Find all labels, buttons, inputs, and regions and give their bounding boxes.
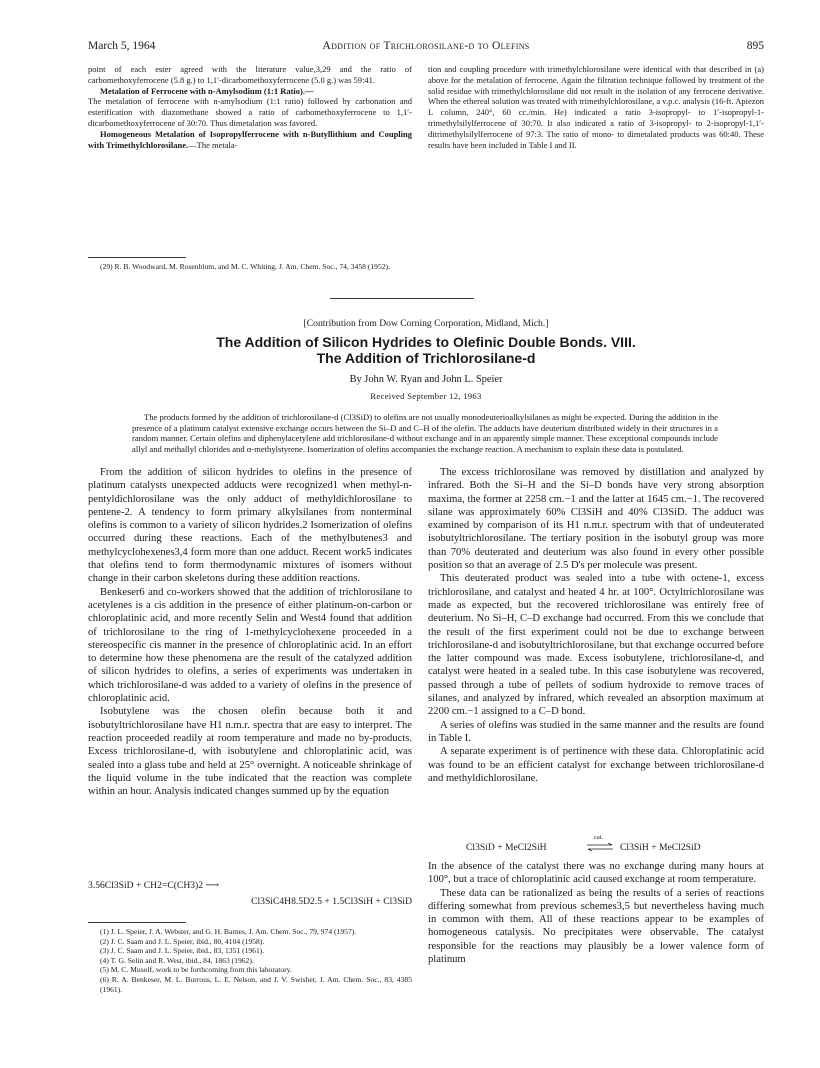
received-date: Received September 12, 1963 (370, 391, 482, 401)
footnote: (5) M. C. Musolf, work to be forthcoming from this laboratory. (100, 965, 292, 975)
body-paragraph: From the addition of silicon hydrides to olefins in the presence of platinum catalysts unexpected adducts were recognized1 when methyl-n-pentyldichlorosilane was the only adduct of methyldichlorosilane to pentene-2. A tendency to form primary alkylsilanes from nonterminal olefins is common to a variety of silicon hydrides.2 Isomerization of olefins occurred during these reactions. Each of the methylbutenes3 and methylcyclohexenes3,4 form more than one adduct. Recent work5 indicates that olefins tend to form thermodynamic mixtures of isomers without change in their carbon skeletons during these addition reactions. (88, 467, 412, 585)
equation-exchange (428, 836, 764, 858)
equation-line-2: Cl3SiC4H8.5D2.5 + 1.5Cl3SiH + Cl3SiD (251, 896, 412, 907)
prev-article-left-column (88, 64, 412, 150)
footnote-rule (88, 257, 186, 258)
equation-left-side: Cl3SiD + MeCl2SiH (466, 842, 547, 853)
body-paragraph: Isobutylene was the chosen olefin because both it and isobutyltrichlorosilane have H1 n.m.r. spectra that are easy to interpret. The reaction proceeded readily at room temperature and made no by-products. Excess trichlorosilane-d, with isobutylene and chloroplatinic acid, was sealed into a glass tube and held at 25° overnight. A noticeable shrinkage of the liquid volume in the tube indicated that the reaction was complete within an hour. Analysis indicated changes summed up by the equation (88, 706, 412, 798)
body-paragraph: Benkeser6 and co-workers showed that the addition of trichlorosilane to acetylenes is a cis addition in the presence of either platinum-on-carbon or chloroplatinic acid, and more recently Selin and West4 found that addition of trichlorosilane to the ring of 1-methylcyclohexene proceeded in a stereospecific cis manner in the presence of chloroplatinic acid. In an effort to determine how these phenomena are the result of the catalyzed addition of silicon hydrides to olefins, a series of experiments was undertaken in which trichlorosilane-d was added to a variety of olefins in the presence of chloroplatinic acid. (88, 586, 412, 705)
footnotes (88, 927, 412, 994)
abstract (132, 412, 718, 454)
equation-line-1: 3.56Cl3SiD + CH2=C(CH3)2 ⟶ (88, 880, 220, 891)
footnote-rule (88, 922, 186, 923)
prev-article-right-column (428, 64, 764, 150)
article-title-line-2: The Addition of Trichlorosilane-d (316, 350, 536, 366)
body-paragraph: A separate experiment is of pertinence with these data. Chloroplatinic acid was found to be an efficient catalyst for exchange between trichlorosilane-d and methyldichlorosilane. (428, 746, 764, 784)
catalyst-label: cat. (594, 834, 604, 841)
body-paragraph: A series of olefins was studied in the same manner and the results are found in Table I. (428, 719, 764, 744)
authors: By John W. Ryan and John L. Speier (349, 374, 503, 385)
article-title (88, 334, 764, 366)
prev-paragraph: point of each ester agreed with the literature value,3,29 and the ratio of carbomethoxyferrocene (5.8 g.) to 1,1′-dicarbomethoxyferrocene (5.0 g.) was 59:41. (88, 64, 412, 85)
journal-section-title: Addition of Trichlorosilane-d to Olefins (322, 40, 530, 52)
footnote: (3) J. C. Saam and J. L. Speier, ibid., 83, 1351 (1961). (100, 946, 265, 956)
page-number: 895 (746, 40, 764, 52)
footnote: (6) R. A. Benkeser, M. L. Burrous, L. E. Nelson, and J. V. Swisher, J. Am. Chem. Soc., 83, 4385 (1961). (100, 974, 412, 994)
issue-date: March 5, 1964 (88, 40, 156, 52)
body-right-column-continued (428, 860, 764, 966)
prev-section-heading: Metalation of Ferrocene with n-Amylsodium (1:1 Ratio).— (100, 85, 314, 96)
equation-right-side: Cl3SiH + MeCl2SiD (620, 842, 701, 853)
body-paragraph: The excess trichlorosilane was removed by distillation and analyzed by infrared. Both the Si–H and the Si–D bonds have very strong absorption maxima, the former at 2258 cm.−1 and the latter at 1645 cm.−1. The recovered silane was approximately 60% Cl3SiH and 40% Cl3SiD. The adduct was examined by comparison of its H1 n.m.r. spectrum with that of undeuterated isobutyltrichlorosilane. The tertiary position in the isobutyl group was more than 70% deuterated and deuterium was also found in every other possible position so that an average of 2.5 D's per molecule was present. (428, 467, 764, 572)
equilibrium-arrows-icon (586, 843, 614, 851)
body-right-column (428, 466, 764, 785)
article-title-line-1: The Addition of Silicon Hydrides to Olefinic Double Bonds. VIII. (216, 334, 636, 350)
footnote: (4) T. G. Selin and R. West, ibid., 84, 1863 (1962). (100, 955, 254, 965)
prev-section-heading: Homogeneous Metalation of Isopropylferrocene with n-Butyllithium and Coupling with Trimethylchlorosilane. (88, 128, 412, 150)
footnote-29: (29) R. B. Woodward, M. Rosenblum, and M. C. Whiting, J. Am. Chem. Soc., 74, 3458 (1952). (100, 262, 390, 271)
footnote: (1) J. L. Speier, J. A. Webster, and G. H. Barnes, J. Am. Chem. Soc., 79, 974 (1957). (100, 927, 357, 936)
prev-paragraph: tion and coupling procedure with trimethylchlorosilane were identical with that described in (a) above for the metalation of ferrocene. Again the filtration technique followed by treatment of the solid residue with trimethylchlorosilane did not result in the isolation of any ferrocene derivative. When the ethereal solution was treated with trimethylchlorosilane, a v.p.c. analysis (16-ft. Apiezon L column, 240°, 60 cc./min. He) indicated a ratio 3-isopropyl- to 1′-isopropyl-1-trimethylsilylferrocene of 30:70. It also indicated a ratio of 3-isopropyl- to 2-isopropyl-1,1′-ditrimethylsilylferrocene of 97:3. The ratio of mono- to dimetalated products was 60:40. These results have been included in Table I and II. (428, 64, 764, 150)
footnote: (2) J. C. Saam and J. L. Speier, ibid., 80, 4104 (1958). (100, 936, 265, 946)
body-paragraph: This deuterated product was sealed into a tube with octene-1, excess trichlorosilane, and catalyst and heated 4 hr. at 100°. Octyltrichlorosilane was made as expected, but the recovered trichlorosilane was entirely free of deuterium. No Si–H, C–D exchange had occurred. From this we conclude that the result of the first experiment could not be due to exchange between trichlorosilane-d and isobutyltrichlorosilane, but that exchange occurred before the latter compound was made. Excess isobutylene, trichlorosilane-d, and catalyst were heated in a sealed tube. In this case isobutylene was recovered, passed through a tube of pellets of sodium hydroxide to remove traces of silanes, and analyzed by infrared, which revealed an absorption maximum at 2200 cm.−1 assigned to a C–D bond. (428, 573, 764, 718)
running-head (88, 40, 764, 56)
body-paragraph: In the absence of the catalyst there was no exchange during many hours at 100°, but a trace of chloroplatinic acid caused exchange at room temperature. (428, 861, 764, 886)
equation-isobutylene (88, 880, 412, 912)
body-left-column (88, 466, 412, 798)
abstract-text: The products formed by the addition of trichlorosilane-d (Cl3SiD) to olefins are not usually monodeuterioalkylsilanes as might be expected. During the addition in the presence of a platinum catalyst extensive exchange occurs between the Si–D and C–H of the olefin. The adducts have deuterium distributed widely in their structures in a random manner. Certain olefins and diphenylacetylene add trichlorosilane-d without exchange and in an apparently simple manner. These exceptional compounds include allyl and methallyl chlorides and α-methylstyrene. Isomerization of olefins accompanies the exchange reaction. A mechanism to explain these data is postulated. (132, 412, 718, 454)
body-paragraph: These data can be rationalized as being the results of a series of reactions differing somewhat from previous schemes3,5 but nevertheless having much in common with them. All of these reactions appear to be examples of homogeneous catalysis. No precipitates were observable. The catalyst responsible for the reactions may plausibly be a lower valence form of platinum (428, 887, 764, 966)
section-separator (330, 298, 474, 299)
prev-footnote (88, 262, 412, 272)
prev-paragraph-fragment: —The metala- (188, 139, 238, 150)
prev-paragraph: The metalation of ferrocene with n-amylsodium (1:1 ratio) followed by carbonation and esterification with diazomethane showed a ratio of carbomethoxyferrocene to 1,1′-dicarbomethoxyferrocene of 30:70. Thus dimetalation was favored. (88, 96, 412, 128)
contribution-line: [Contribution from Dow Corning Corporation, Midland, Mich.] (303, 318, 549, 329)
